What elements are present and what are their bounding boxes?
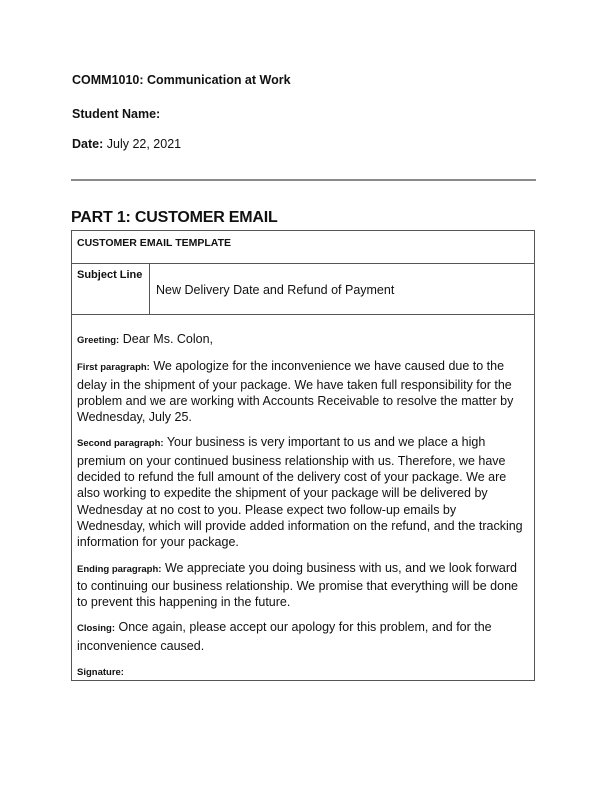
student-name-label: Student Name: bbox=[72, 107, 161, 121]
date-row bbox=[72, 137, 181, 151]
horizontal-divider bbox=[71, 179, 536, 181]
signature-section bbox=[77, 663, 527, 681]
second-paragraph-text: Your business is very important to us and we place a high premium on your continued business relationship with us. Therefore, we have decided to refund the full amount of the delivery cost of your package. We are also working to expedite the shipment of your package will be delivered by Wednesday at no cost to you. Please expect two follow-up emails by Wednesday, which will provide added information on the refund, and the tracking information for your package. bbox=[77, 435, 523, 550]
date-value: July 22, 2021 bbox=[106, 137, 182, 151]
course-title: COMM1010: Communication at Work bbox=[72, 73, 291, 87]
closing-text: Once again, please accept our apology for this problem, and for the inconvenience caused. bbox=[77, 620, 492, 653]
first-paragraph-text: We apologize for the inconvenience we have caused due to the delay in the shipment of your package. We have taken full responsibility for the problem and we are working with Accounts Receivable to resolve the matter by Wednesday, July 25. bbox=[77, 359, 514, 425]
subject-value: New Delivery Date and Refund of Payment bbox=[156, 283, 395, 297]
template-title: CUSTOMER EMAIL TEMPLATE bbox=[77, 237, 232, 249]
subject-label-cell bbox=[72, 264, 150, 314]
first-paragraph-section bbox=[77, 358, 527, 425]
email-template-table bbox=[71, 230, 535, 681]
ending-paragraph-section bbox=[77, 560, 527, 611]
closing-section bbox=[77, 619, 527, 654]
ending-paragraph-text: We appreciate you doing business with us, and we look forward to continuing our business relationship. We promise that everything will be done to prevent this happening in the future. bbox=[77, 560, 518, 610]
subject-label: Subject Line bbox=[77, 269, 143, 281]
ending-paragraph-label: Ending paragraph: bbox=[77, 563, 162, 575]
greeting-text: Dear Ms. Colon, bbox=[122, 332, 214, 346]
email-body-cell bbox=[77, 331, 527, 690]
first-paragraph-label: First paragraph: bbox=[77, 362, 150, 374]
date-label: Date: bbox=[72, 137, 104, 151]
closing-label: Closing: bbox=[77, 623, 115, 635]
part-title: PART 1: CUSTOMER EMAIL bbox=[71, 209, 278, 226]
signature-label: Signature: bbox=[77, 667, 124, 679]
second-paragraph-section bbox=[77, 434, 527, 550]
template-title-row bbox=[72, 231, 534, 264]
greeting-section bbox=[77, 331, 527, 349]
subject-row bbox=[72, 264, 534, 315]
greeting-label: Greeting: bbox=[77, 335, 120, 346]
second-paragraph-label: Second paragraph: bbox=[77, 438, 164, 450]
student-name-row bbox=[72, 107, 160, 121]
